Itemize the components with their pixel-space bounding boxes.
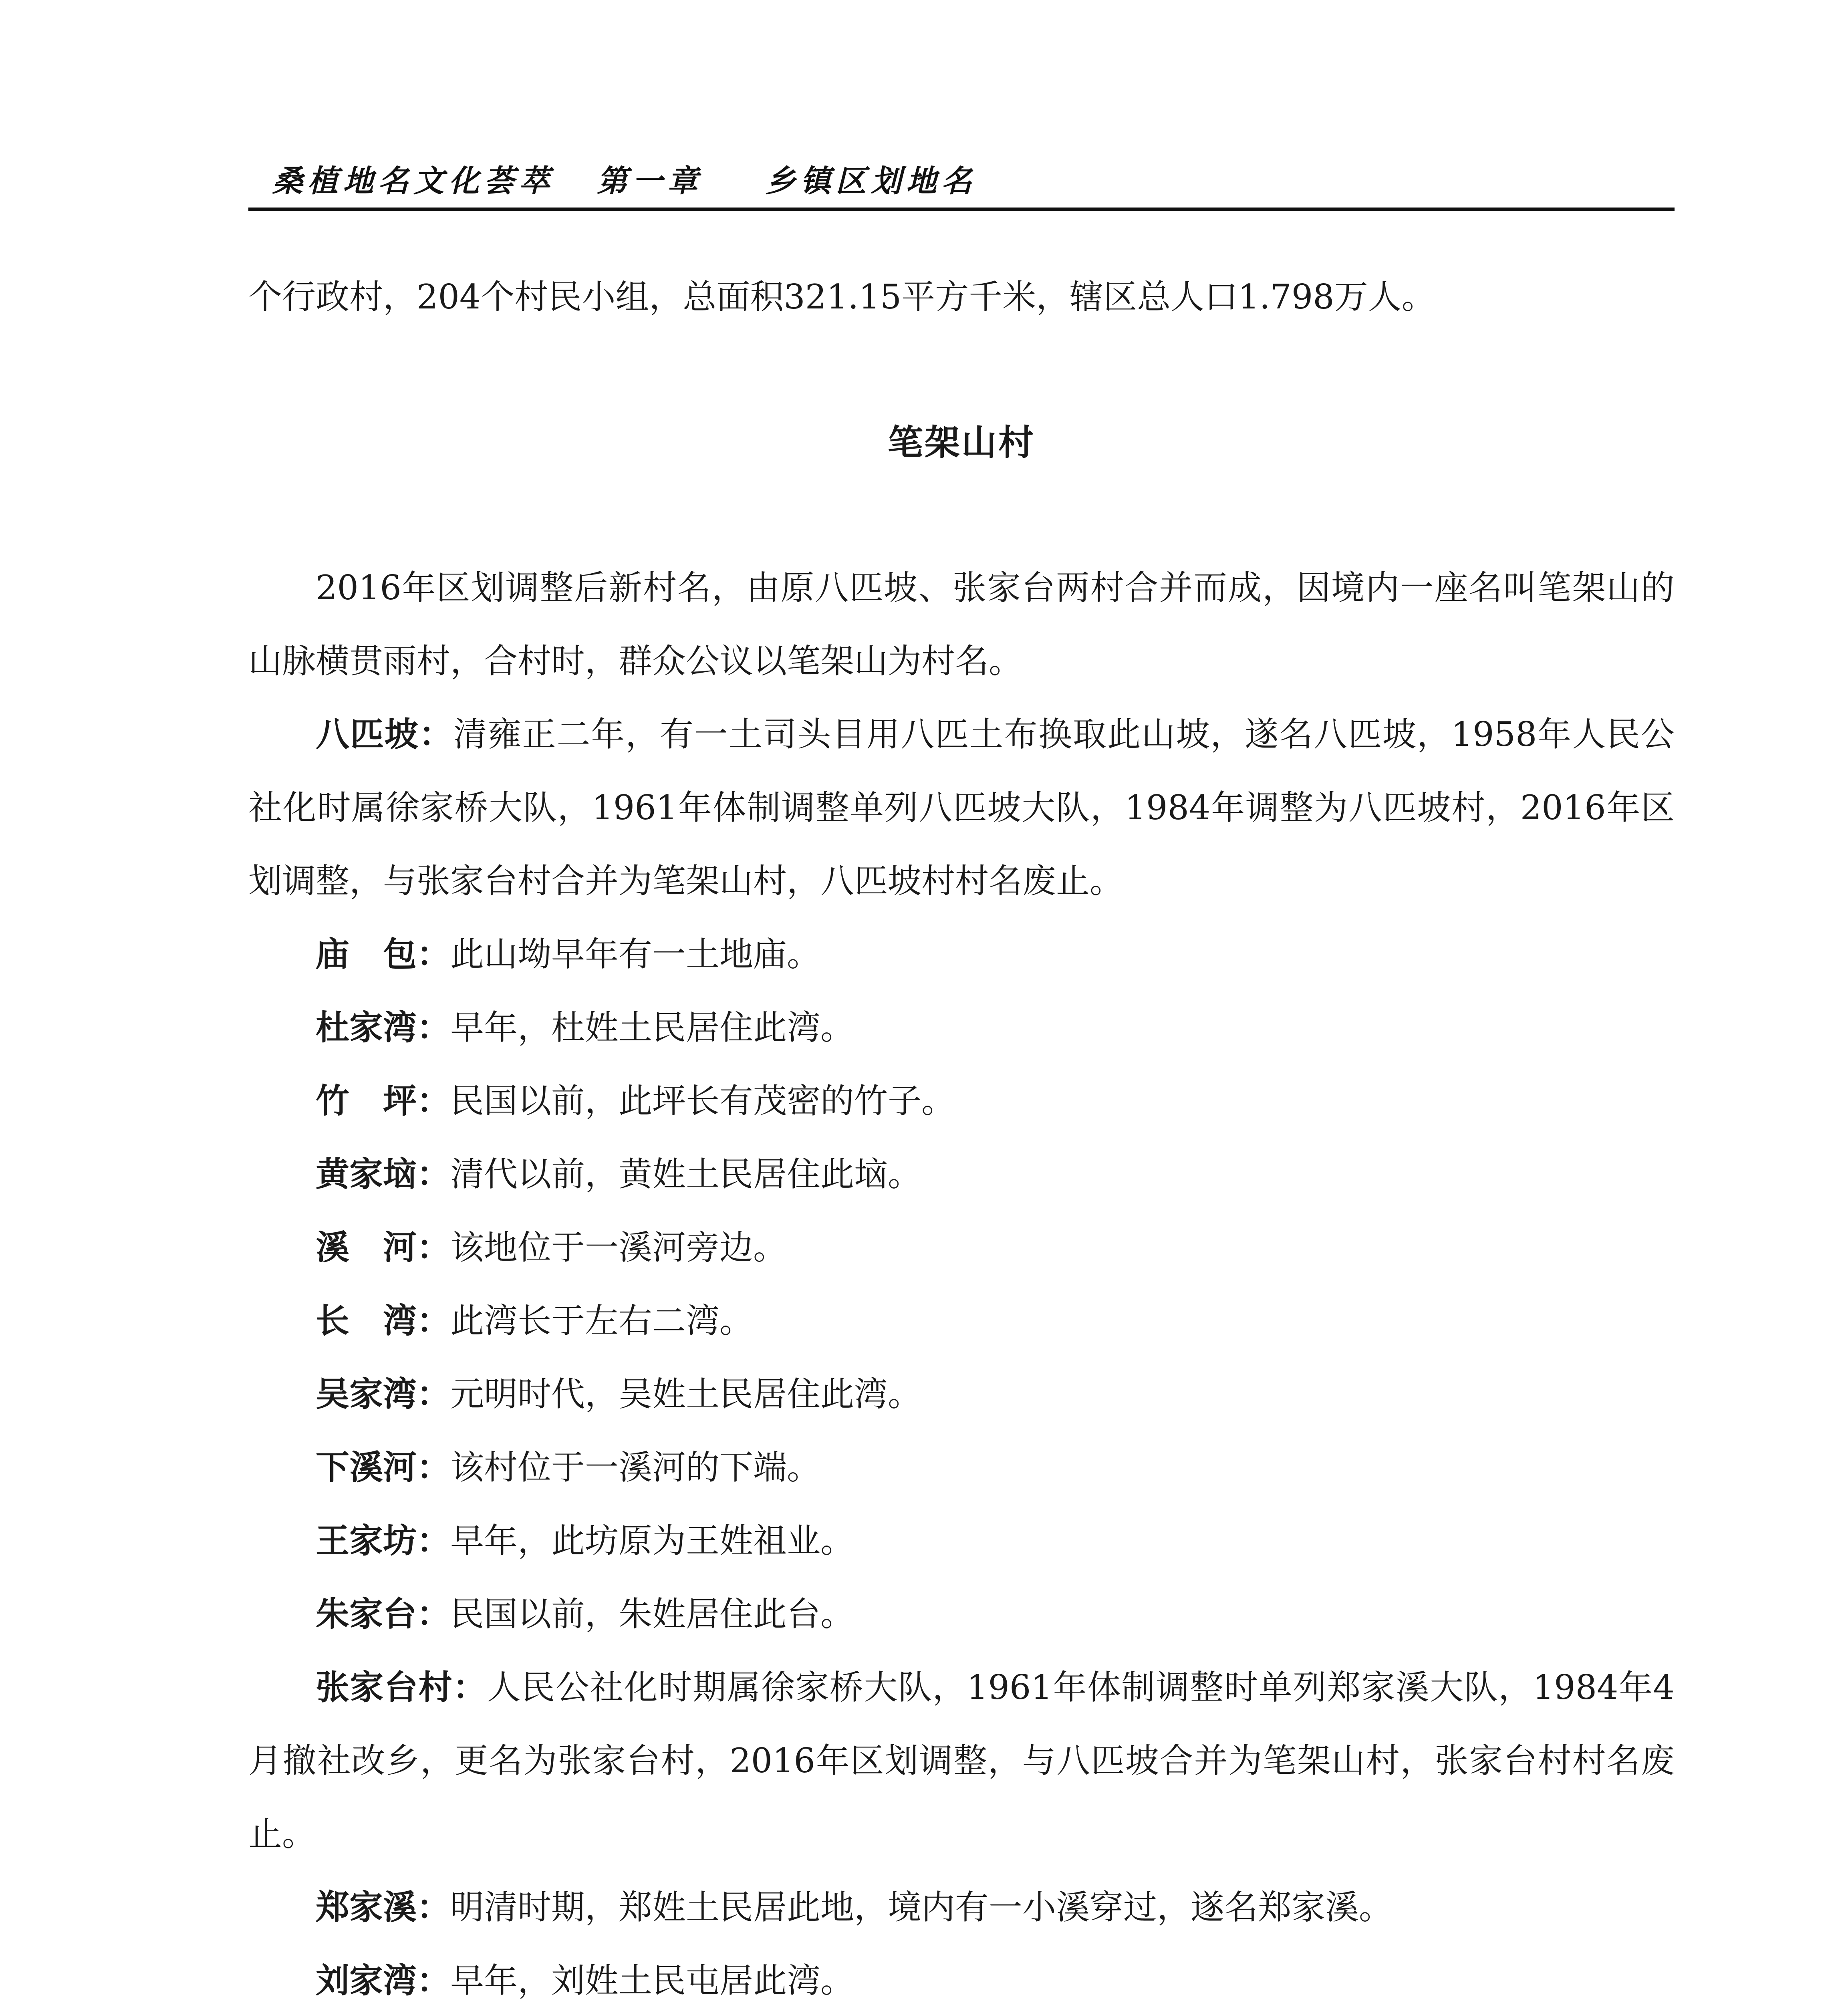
entry-term-last: 包： [383, 935, 451, 974]
entry-text: 早年，杜姓土民居住此湾。 [450, 1008, 854, 1047]
entry-term: 下溪河： [316, 1448, 451, 1487]
entry-text: 早年，刘姓土民屯居此湾。 [450, 1961, 854, 2000]
entry-term-last: 坪： [383, 1081, 451, 1120]
entry-term: 吴家湾： [316, 1374, 451, 1414]
entry-text: 此湾长于左右二湾。 [450, 1301, 754, 1340]
entry-text: 元明时代，吴姓土民居住此湾。 [450, 1374, 922, 1414]
entry-bapipo [248, 698, 1675, 918]
entry-zhuping [248, 1064, 1675, 1138]
entry-liujiawan [248, 1944, 1675, 2003]
entry-zhujiatai [248, 1578, 1675, 1651]
section-label: 乡镇区划地名 [765, 163, 977, 199]
entry-zhangjiataicun [248, 1651, 1675, 1871]
entry-term-last: 河： [383, 1228, 451, 1267]
entry-term: 刘家湾： [316, 1961, 451, 2000]
entry-changwan [248, 1284, 1675, 1358]
book-title: 桑植地名文化荟萃 [272, 163, 554, 199]
entry-text: 人民公社化时期属徐家桥大队，1961年体制调整时单列郑家溪大队，1984年4月撤社改乡，更名为张家台村，2016年区划调整，与八匹坡合并为笔架山村，张家台村村名废止。 [248, 1668, 1675, 1854]
entry-term [316, 1228, 450, 1267]
entry-huangjianao [248, 1138, 1675, 1211]
entry-wujiawan [248, 1358, 1675, 1431]
entry-wangjiafang [248, 1504, 1675, 1578]
entry-zhengjiaxi [248, 1871, 1675, 1944]
village-title: 笔架山村 [887, 422, 1035, 463]
header-rule [248, 208, 1675, 211]
chapter-label: 第一章 [597, 163, 703, 199]
entry-term: 张家台村： [316, 1668, 487, 1707]
entry-term: 郑家溪： [316, 1888, 451, 1927]
entry-text: 该地位于一溪河旁边。 [450, 1228, 787, 1267]
entry-text: 该村位于一溪河的下端。 [450, 1448, 821, 1487]
entry-text: 早年，此坊原为王姓祖业。 [450, 1521, 854, 1560]
entry-term: 王家坊： [316, 1521, 451, 1560]
page-body [248, 260, 1675, 2003]
continued-paragraph: 个行政村，204个村民小组，总面积321.15平方千米，辖区总人口1.798万人。 [248, 277, 1435, 316]
entry-text: 清雍正二年，有一土司头目用八匹土布换取此山坡，遂名八匹坡，1958年人民公社化时属徐家桥大队，1961年体制调整单列八匹坡大队，1984年调整为八匹坡村，2016年区划调整，与张家台村合并为笔架山村，八匹坡村村名废止。 [248, 715, 1675, 901]
entry-xiaxihe [248, 1431, 1675, 1504]
entry-term: 黄家垴： [316, 1155, 451, 1194]
running-head [272, 150, 977, 206]
entry-term-first: 溪 [316, 1228, 383, 1267]
entry-miaobao [248, 918, 1675, 991]
entry-text: 清代以前，黄姓土民居住此垴。 [450, 1155, 922, 1194]
entry-term-first: 庙 [316, 935, 383, 974]
entry-term: 朱家台： [316, 1594, 451, 1634]
entry-text: 此山坳早年有一土地庙。 [450, 935, 821, 974]
entry-term-first: 长 [316, 1301, 383, 1340]
entry-xihe [248, 1211, 1675, 1284]
entry-term [316, 1081, 450, 1120]
entry-dujiawan [248, 991, 1675, 1064]
entry-term-first: 竹 [316, 1081, 383, 1120]
entry-term: 杜家湾： [316, 1008, 451, 1047]
entry-term-last: 湾： [383, 1301, 451, 1340]
entry-text: 民国以前，此坪长有茂密的竹子。 [450, 1081, 955, 1120]
entry-term: 八匹坡： [316, 715, 453, 754]
entry-text: 民国以前，朱姓居住此台。 [450, 1594, 854, 1634]
entry-text: 明清时期，郑姓土民居此地，境内有一小溪穿过，遂名郑家溪。 [450, 1888, 1393, 1927]
entry-term [316, 935, 450, 974]
entry-term [316, 1301, 450, 1340]
village-intro: 2016年区划调整后新村名，由原八匹坡、张家台两村合并而成，因境内一座名叫笔架山的山脉横贯雨村，合村时，群众公议以笔架山为村名。 [248, 568, 1675, 681]
